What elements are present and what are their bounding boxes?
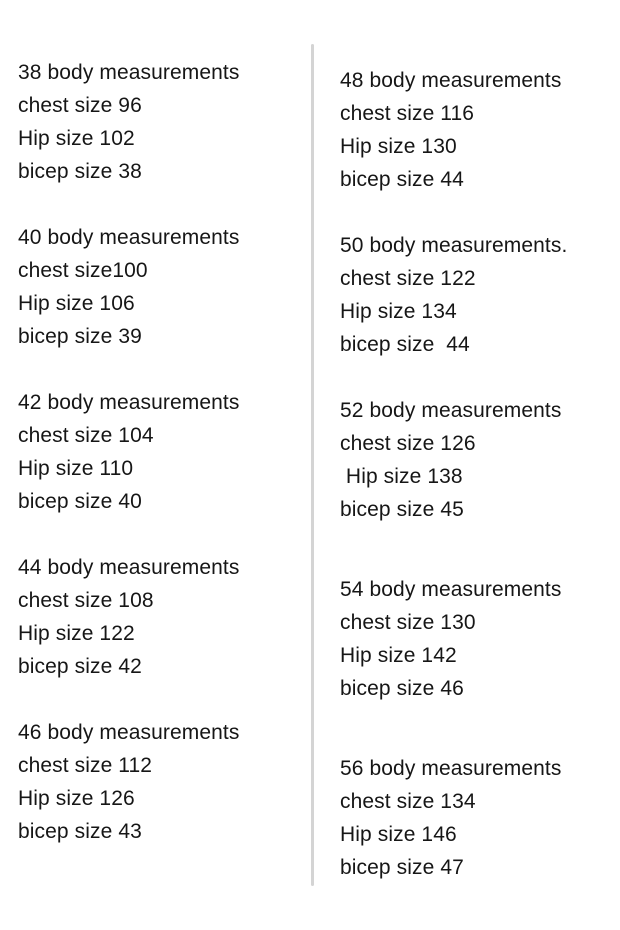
bicep-line: bicep size 38 — [18, 160, 142, 183]
measurement-block — [340, 573, 620, 705]
bicep-line: bicep size 42 — [18, 655, 142, 678]
chest-line: chest size 130 — [340, 611, 476, 634]
hip-line: Hip size 106 — [18, 292, 135, 315]
bicep-line: bicep size 44 — [340, 333, 470, 356]
measurement-block — [340, 229, 620, 361]
chest-line: chest size 108 — [18, 589, 154, 612]
block-title: 50 body measurements. — [340, 234, 568, 257]
block-title: 48 body measurements — [340, 69, 562, 92]
measurement-block — [18, 221, 310, 353]
chest-line: chest size100 — [18, 259, 148, 282]
bicep-line: bicep size 45 — [340, 498, 464, 521]
block-title: 52 body measurements — [340, 399, 562, 422]
measurement-block — [18, 386, 310, 518]
hip-line: Hip size 102 — [18, 127, 135, 150]
chest-line: chest size 116 — [340, 102, 475, 125]
block-title: 40 body measurements — [18, 226, 240, 249]
bicep-line: bicep size 39 — [18, 325, 142, 348]
measurement-block — [340, 64, 620, 196]
block-title: 46 body measurements — [18, 721, 240, 744]
block-title: 56 body measurements — [340, 757, 562, 780]
block-title: 44 body measurements — [18, 556, 240, 579]
measurement-block — [340, 394, 620, 526]
bicep-line: bicep size 44 — [340, 168, 464, 191]
hip-line: Hip size 134 — [340, 300, 457, 323]
hip-line: Hip size 122 — [18, 622, 135, 645]
measurement-block — [18, 56, 310, 188]
hip-line: Hip size 110 — [18, 457, 134, 480]
hip-line: Hip size 142 — [340, 644, 457, 667]
bicep-line: bicep size 40 — [18, 490, 142, 513]
bicep-line: bicep size 47 — [340, 856, 464, 879]
right-column — [310, 0, 620, 930]
hip-line: Hip size 130 — [340, 135, 457, 158]
chest-line: chest size 122 — [340, 267, 476, 290]
measurement-block — [18, 551, 310, 683]
bicep-line: bicep size 46 — [340, 677, 464, 700]
block-title: 54 body measurements — [340, 578, 562, 601]
hip-line: Hip size 138 — [340, 465, 463, 488]
chest-line: chest size 112 — [18, 754, 153, 777]
block-title: 42 body measurements — [18, 391, 240, 414]
block-title: 38 body measurements — [18, 61, 240, 84]
measurement-block — [18, 716, 310, 848]
hip-line: Hip size 146 — [340, 823, 457, 846]
chest-line: chest size 96 — [18, 94, 142, 117]
chest-line: chest size 126 — [340, 432, 476, 455]
hip-line: Hip size 126 — [18, 787, 135, 810]
bicep-line: bicep size 43 — [18, 820, 142, 843]
chest-line: chest size 104 — [18, 424, 154, 447]
measurement-block — [340, 752, 620, 884]
chest-line: chest size 134 — [340, 790, 476, 813]
